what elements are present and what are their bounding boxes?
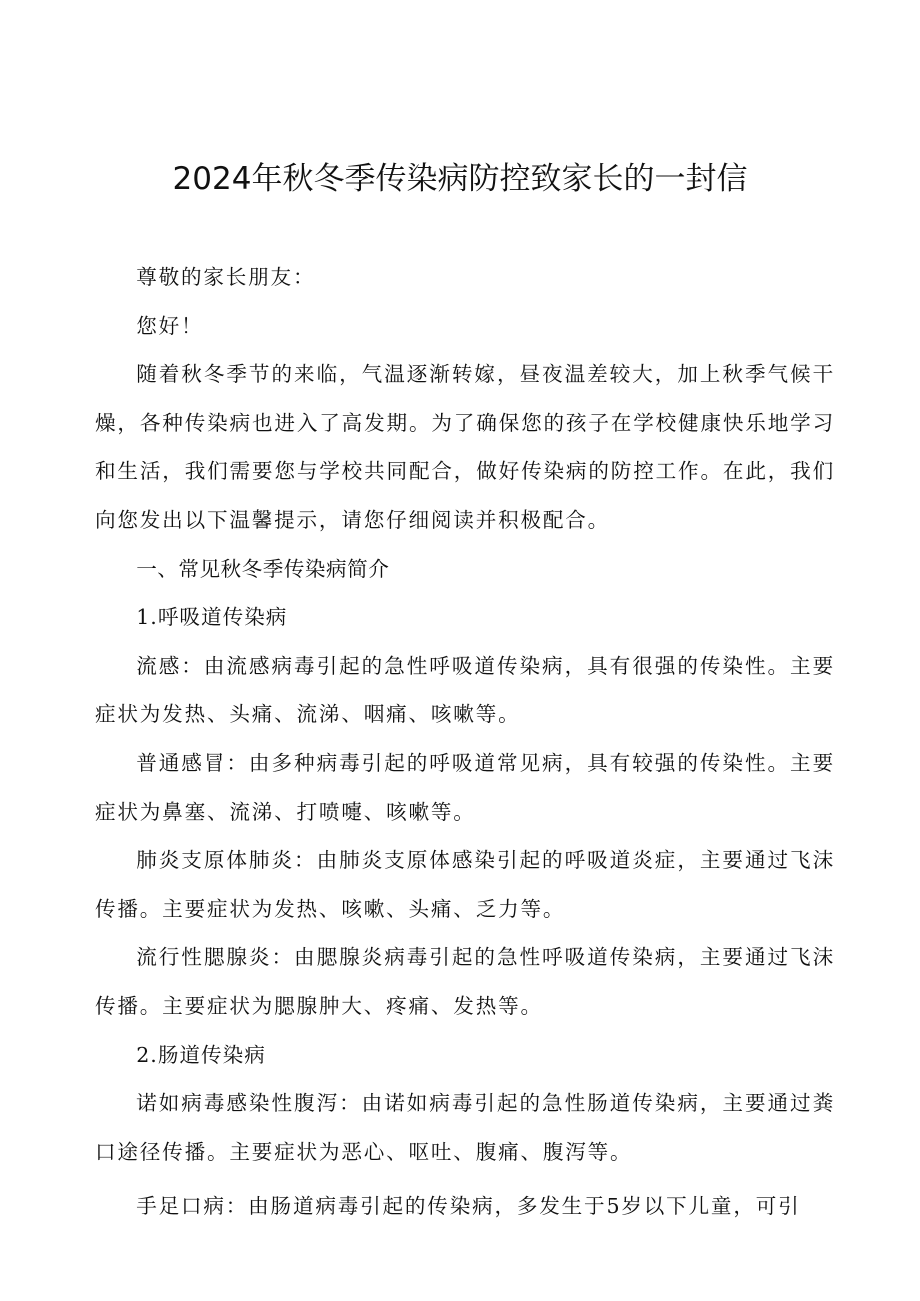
greeting: 您好！	[136, 313, 204, 338]
norovirus-paragraph: 诺如病毒感染性腹泻：由诺如病毒引起的急性肠道传染病，主要通过粪口途径传播。主要症状为恶心、呕吐、腹痛、腹泻等。	[95, 1091, 835, 1164]
subsection-heading: 1.呼吸道传染病	[136, 605, 288, 630]
intro-paragraph: 随着秋冬季节的来临，气温逐渐转嫁，昼夜温差较大，加上秋季气候干燥，各种传染病也进入了高发期。为了确保您的孩子在学校健康快乐地学习和生活，我们需要您与学校共同配合，做好传染病的防控工作。在此，我们向您发出以下温馨提示，请您仔细阅读并积极配合。	[95, 362, 835, 532]
flu-paragraph: 流感：由流感病毒引起的急性呼吸道传染病，具有很强的传染性。主要症状为发热、头痛、流涕、咽痛、咳嗽等。	[95, 653, 835, 727]
mumps-paragraph: 流行性腮腺炎：由腮腺炎病毒引起的急性呼吸道传染病，主要通过飞沫传播。主要症状为腮腺肿大、疼痛、发热等。	[95, 945, 835, 1018]
salutation: 尊敬的家长朋友：	[136, 265, 316, 289]
document-title: 2024年秋冬季传染病防控致家长的一封信	[172, 161, 748, 197]
document-body	[95, 253, 835, 1231]
section-heading: 一、常见秋冬季传染病简介	[136, 556, 390, 581]
hfmd-paragraph: 手足口病：由肠道病毒引起的传染病，多发生于5岁以下儿童，可引	[136, 1194, 801, 1219]
subsection-heading: 2.肠道传染病	[136, 1042, 266, 1067]
mycoplasma-paragraph: 肺炎支原体肺炎：由肺炎支原体感染引起的呼吸道炎症，主要通过飞沫传播。主要症状为发热、咳嗽、头痛、乏力等。	[95, 848, 835, 921]
cold-paragraph: 普通感冒：由多种病毒引起的呼吸道常见病，具有较强的传染性。主要症状为鼻塞、流涕、打喷嚏、咳嗽等。	[95, 750, 835, 824]
